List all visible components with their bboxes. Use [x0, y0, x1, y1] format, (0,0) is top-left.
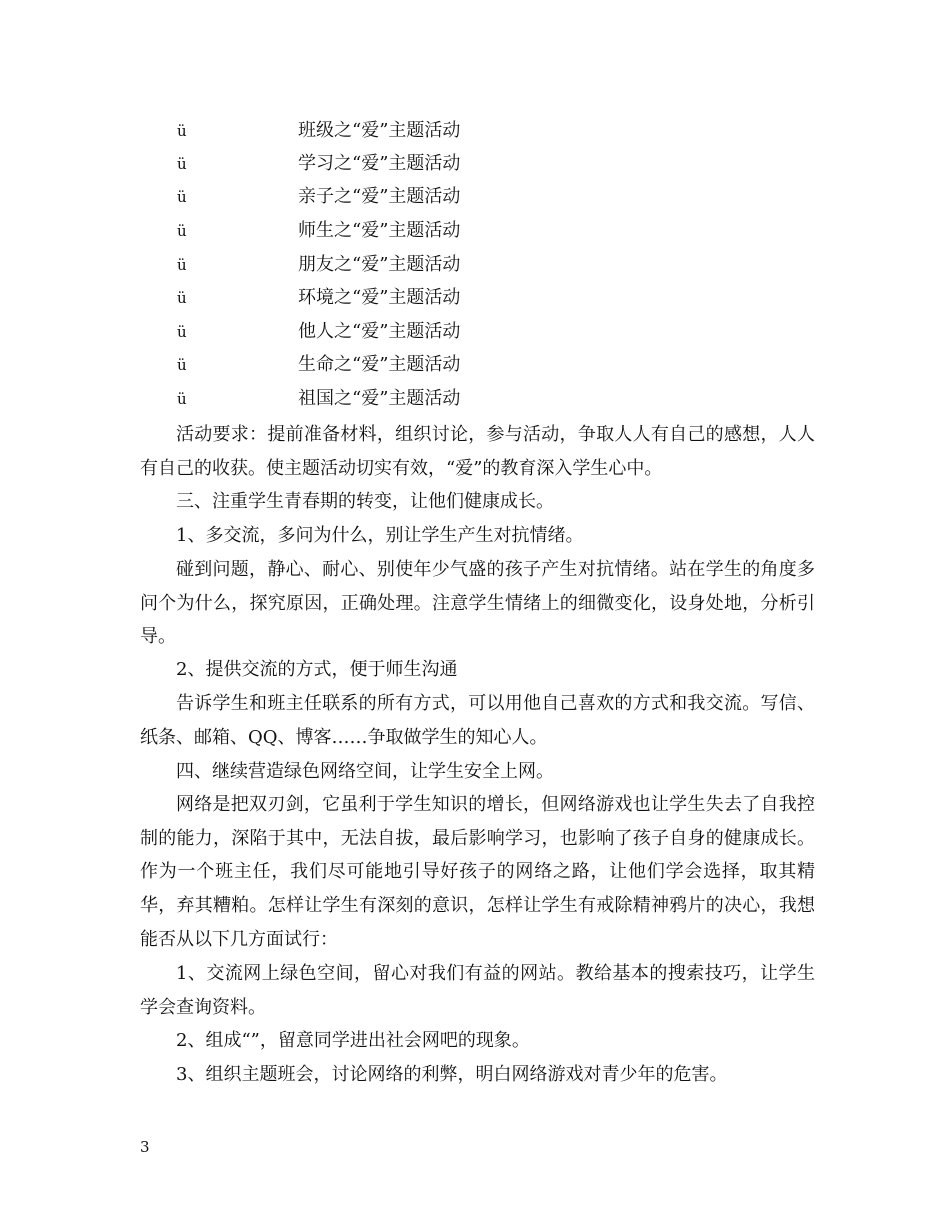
bullet-item [0, 350, 950, 380]
body-paragraph: 网络是把双刃剑，它虽利于学生知识的增长，但网络游戏也让学生失去了自我控制的能力，深陷于其中，无法自拔，最后影响学习，也影响了孩子自身的健康成长。作为一个班主任，我们尽可能地引导好孩子的网络之路，让他们学会选择，取其精华，弃其糟粕。怎样让学生有深刻的意识，怎样让学生有戒除精神鸦片的决心，我想能否从以下几方面试行： [140, 794, 815, 950]
bullet-item [0, 317, 950, 347]
section-heading-three: 三、注重学生青春期的转变，让他们健康成长。 [176, 491, 554, 512]
bullet-item [0, 182, 950, 212]
bullet-item-text: 环境之“爱”主题活动 [298, 287, 461, 308]
bullet-item-text: 学习之“爱”主题活动 [298, 153, 461, 174]
checkmark-bullet-icon: ü [177, 323, 187, 341]
body-paragraph: 碰到问题，静心、耐心、别使年少气盛的孩子产生对抗情绪。站在学生的角度多问个为什么，探究原因，正确处理。注意学生情绪上的细微变化，设身处地，分析引导。 [140, 559, 815, 648]
bullet-item [0, 149, 950, 179]
subheading-communication: 1、多交流，多问为什么，别让学生产生对抗情绪。 [176, 525, 584, 546]
checkmark-bullet-icon: ü [177, 222, 187, 240]
checkmark-bullet-icon: ü [177, 289, 187, 307]
checkmark-bullet-icon: ü [177, 256, 187, 274]
checkmark-bullet-icon: ü [177, 356, 187, 374]
section-heading-four: 四、继续营造绿色网络空间，让学生安全上网。 [176, 761, 554, 782]
bullet-item [0, 384, 950, 414]
bullet-item-text: 生命之“爱”主题活动 [298, 354, 461, 375]
bullet-item [0, 216, 950, 246]
bullet-item [0, 250, 950, 280]
list-paragraph: 2、组成“”，留意同学进出社会网吧的现象。 [176, 1030, 530, 1051]
bullet-item-text: 他人之“爱”主题活动 [298, 321, 461, 342]
activity-requirements-paragraph: 活动要求：提前准备材料，组织讨论，参与活动，争取人人有自己的感想，人人有自己的收获。使主题活动切实有效，“爱”的教育深入学生心中。 [140, 424, 815, 479]
bullet-item-text: 朋友之“爱”主题活动 [298, 254, 461, 275]
checkmark-bullet-icon: ü [177, 122, 187, 140]
checkmark-bullet-icon: ü [177, 390, 187, 408]
list-paragraph: 3、组织主题班会，讨论网络的利弊，明白网络游戏对青少年的危害。 [176, 1064, 728, 1085]
bullet-item-text: 班级之“爱”主题活动 [298, 120, 461, 141]
bullet-item-text: 亲子之“爱”主题活动 [298, 186, 461, 207]
list-paragraph: 1、交流网上绿色空间，留心对我们有益的网站。教给基本的搜索技巧，让学生学会查询资料。 [140, 963, 815, 1018]
page-number: 3 [140, 1138, 150, 1156]
bullet-item-text: 祖国之“爱”主题活动 [298, 388, 461, 409]
body-paragraph: 告诉学生和班主任联系的所有方式，可以用他自己喜欢的方式和我交流。写信、纸条、邮箱、QQ、博客……争取做学生的知心人。 [140, 693, 815, 748]
bullet-item [0, 116, 950, 146]
bullet-item-text: 师生之“爱”主题活动 [298, 220, 461, 241]
bullet-item [0, 283, 950, 313]
subheading-contact-methods: 2、提供交流的方式，便于师生沟通 [176, 659, 458, 680]
checkmark-bullet-icon: ü [177, 155, 187, 173]
checkmark-bullet-icon: ü [177, 188, 187, 206]
